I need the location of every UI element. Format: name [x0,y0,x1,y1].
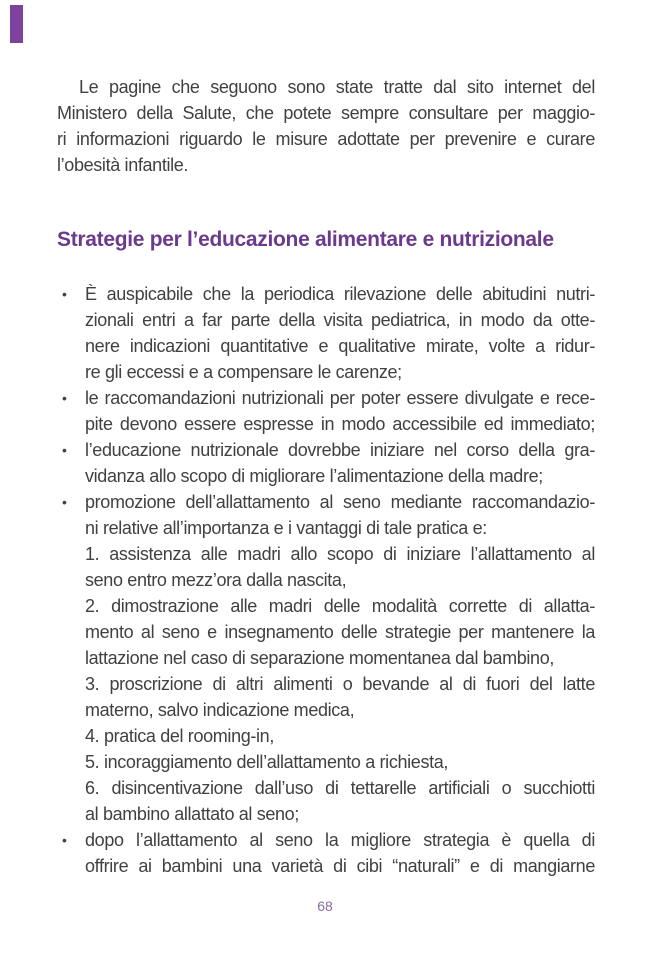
text-line: vidanza allo scopo di migliorare l’alimentazione della madre; [85,466,543,486]
text-line: l’educazione nutrizionale dovrebbe iniziare nel corso della gra- • [85,437,595,463]
bullet-list [62,281,595,879]
text-line: 6. disincentivazione dall’uso di tettarelle artificiali o succhiotti [85,778,595,798]
text-line: Le pagine che seguono sono state tratte dal sito internet del [79,77,595,97]
text-line: ri informazioni riguardo le misure adottate per prevenire e curare [57,129,595,149]
chapter-tab-mark [10,5,23,43]
bullet-marker: • [62,390,67,406]
text-line: ni relative all’importanza e i vantaggi di tale pratica e: [85,518,487,538]
text-line: pite devono essere espresse in modo accessibile ed immediato; [85,414,595,434]
bullet-marker: • [62,286,67,302]
text-line: 4. pratica del rooming-in, [85,726,274,746]
bullet-marker: • [62,442,67,458]
page-number: 68 [317,898,333,914]
text-line: 5. incoraggiamento dell’allattamento a richiesta, [85,752,449,772]
text-line: È auspicabile che la periodica rilevazione delle abitudini nutri- • [85,281,595,307]
bullet-marker: • [62,832,67,848]
text-line: offrire ai bambini una varietà di cibi “naturali” e di mangiarne [85,856,595,876]
text-line: materno, salvo indicazione medica, [85,700,355,720]
text-line: dopo l’allattamento al seno la migliore strategia è quella di • [85,827,595,853]
text-line: nere indicazioni quantitative e qualitative mirate, volte a ridur- [85,336,595,356]
text-line: 3. proscrizione di altri alimenti o bevande al di fuori del latte [85,674,595,694]
section-heading: Strategie per l’educazione alimentare e nutrizionale [57,228,554,251]
text-line: 2. dimostrazione alle madri delle modalità corrette di allatta- [85,596,595,616]
text-line: promozione dell’allattamento al seno mediante raccomandazio- • [85,489,595,515]
text-line: mento al seno e insegnamento delle strategie per mantenere la [85,622,595,642]
text-line: le raccomandazioni nutrizionali per poter essere divulgate e rece- • [85,385,595,411]
text-line: re gli eccessi e a compensare le carenze; [85,362,402,382]
text-line: 1. assistenza alle madri allo scopo di iniziare l’allattamento al [85,544,595,564]
intro-paragraph [57,74,595,178]
text-line: lattazione nel caso di separazione momentanea dal bambino, [85,648,555,668]
text-line: l’obesità infantile. [57,155,189,175]
text-line: al bambino allattato al seno; [85,804,299,824]
bullet-marker: • [62,494,67,510]
text-line: seno entro mezz’ora dalla nascita, [85,570,347,590]
text-line: Ministero della Salute, che potete sempre consultare per maggio- [57,103,595,123]
text-line: zionali entri a far parte della visita pediatrica, in modo da otte- [85,310,595,330]
